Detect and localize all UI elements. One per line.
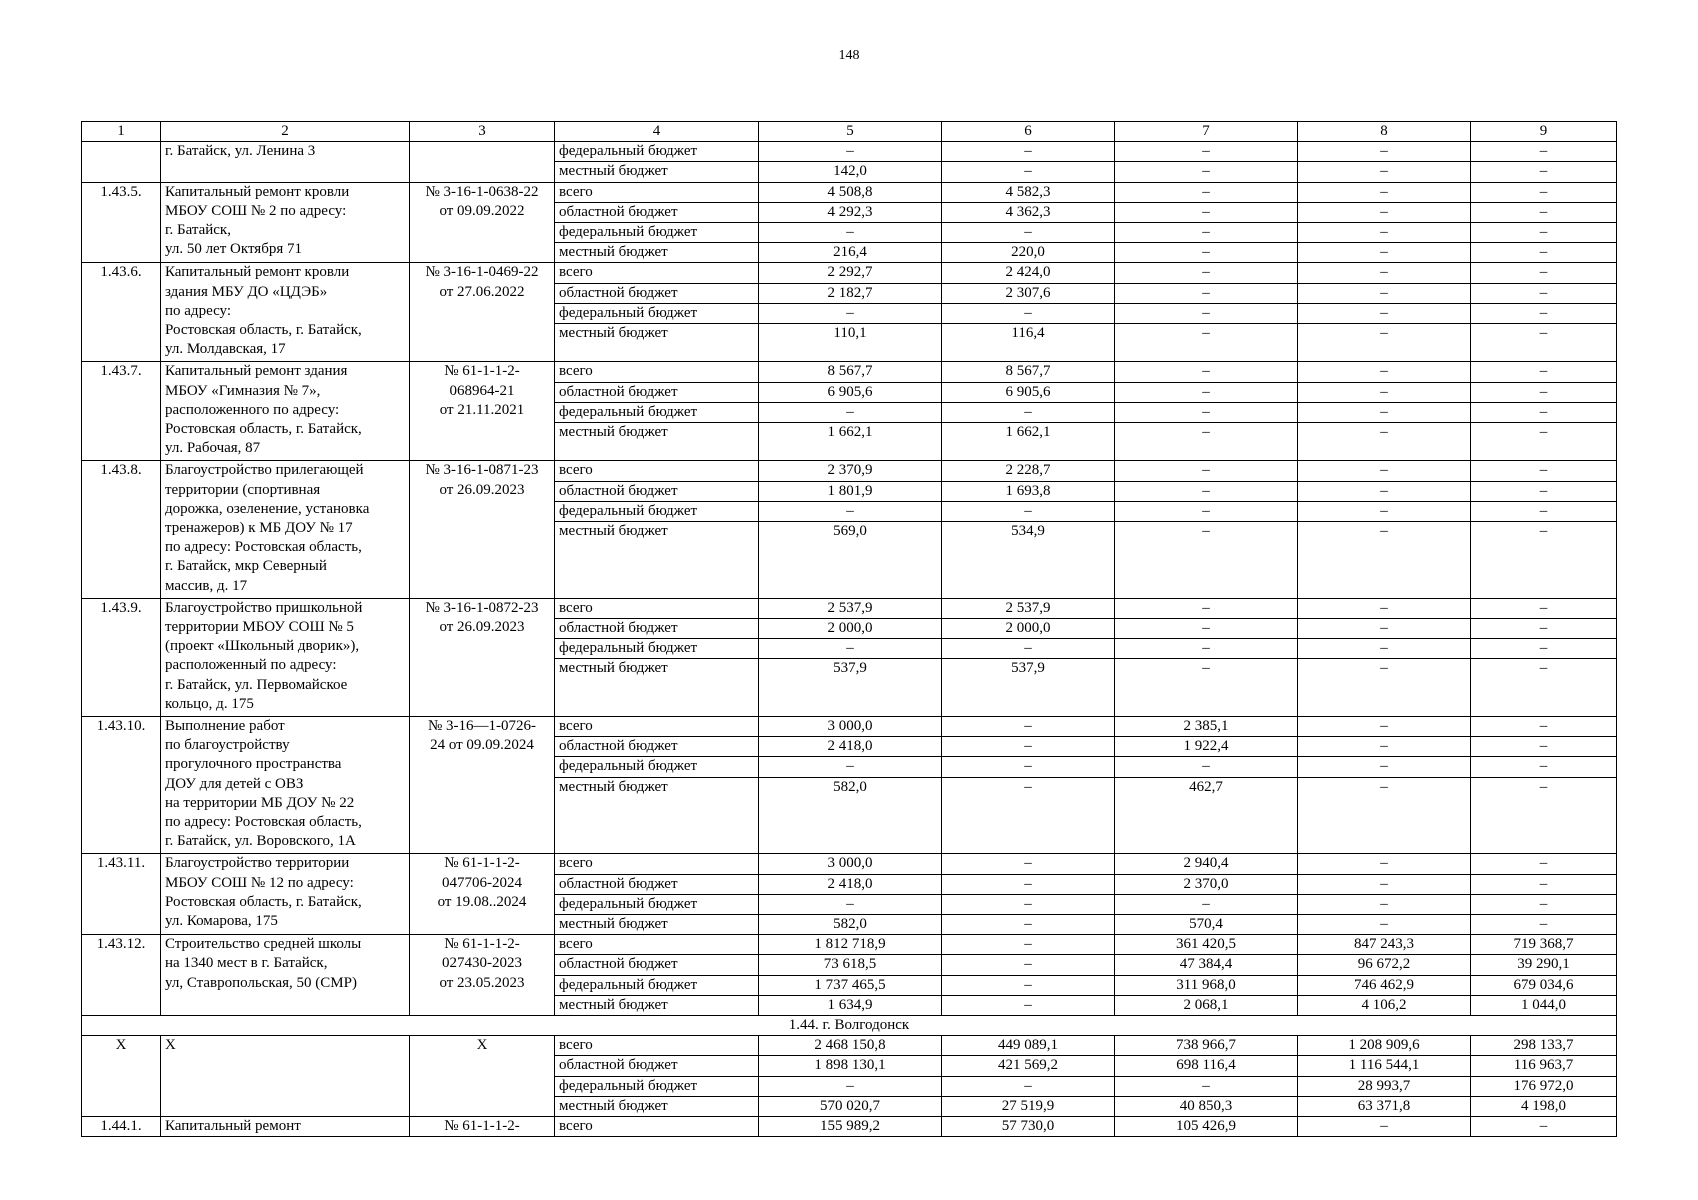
amount-cell: – <box>1471 639 1617 659</box>
budget-source: областной бюджет <box>555 1056 759 1076</box>
amount-cell: – <box>942 757 1115 777</box>
amount-cell: – <box>1298 362 1471 382</box>
amount-cell: – <box>942 223 1115 243</box>
amount-cell: 28 993,7 <box>1298 1076 1471 1096</box>
amount-cell: – <box>1115 324 1298 362</box>
budget-source: областной бюджет <box>555 283 759 303</box>
item-description: Благоустройство прилегающей территории (спортивная дорожка, озеленение, установка тренажеров) к МБ ДОУ № 17 по адресу: Ростовская область, г. Батайск, мкр Северный массив, д. 17 <box>161 461 410 598</box>
amount-cell: 698 116,4 <box>1115 1056 1298 1076</box>
budget-source: федеральный бюджет <box>555 501 759 521</box>
table-row <box>82 598 1617 618</box>
amount-cell: 1 801,9 <box>759 481 942 501</box>
budget-source: областной бюджет <box>555 619 759 639</box>
amount-cell: – <box>1298 423 1471 461</box>
budget-source: всего <box>555 263 759 283</box>
amount-cell: – <box>1471 402 1617 422</box>
amount-cell: – <box>1471 263 1617 283</box>
amount-cell: – <box>1471 894 1617 914</box>
amount-cell: 534,9 <box>942 522 1115 599</box>
amount-cell: – <box>759 1076 942 1096</box>
table-row <box>82 1117 1617 1137</box>
amount-cell: 1 812 718,9 <box>759 935 942 955</box>
amount-cell: – <box>1298 757 1471 777</box>
item-number: 1.43.6. <box>82 263 161 362</box>
section-total-row <box>82 1036 1617 1056</box>
header-cell: 6 <box>942 122 1115 142</box>
budget-source: всего <box>555 598 759 618</box>
amount-cell: 537,9 <box>759 659 942 717</box>
budget-source: всего <box>555 362 759 382</box>
amount-cell: 679 034,6 <box>1471 975 1617 995</box>
amount-cell: – <box>942 975 1115 995</box>
item-description: г. Батайск, ул. Ленина 3 <box>161 142 410 182</box>
amount-cell: – <box>1471 598 1617 618</box>
amount-cell: – <box>1298 894 1471 914</box>
header-cell: 3 <box>410 122 555 142</box>
amount-cell: 570 020,7 <box>759 1096 942 1116</box>
amount-cell: 57 730,0 <box>942 1117 1115 1137</box>
amount-cell: 47 384,4 <box>1115 955 1298 975</box>
amount-cell: 746 462,9 <box>1298 975 1471 995</box>
amount-cell: 537,9 <box>942 659 1115 717</box>
amount-cell: – <box>759 223 942 243</box>
amount-cell: – <box>1298 303 1471 323</box>
amount-cell: 2 292,7 <box>759 263 942 283</box>
amount-cell: 2 940,4 <box>1115 854 1298 874</box>
amount-cell: 4 362,3 <box>942 202 1115 222</box>
header-cell: 1 <box>82 122 161 142</box>
amount-cell: – <box>1471 324 1617 362</box>
amount-cell: 2 000,0 <box>759 619 942 639</box>
amount-cell: – <box>1115 283 1298 303</box>
amount-cell: 2 537,9 <box>942 598 1115 618</box>
amount-cell: – <box>1298 915 1471 935</box>
amount-cell: 582,0 <box>759 777 942 854</box>
amount-cell: – <box>1298 874 1471 894</box>
amount-cell: – <box>1471 874 1617 894</box>
amount-cell: – <box>759 894 942 914</box>
budget-source: местный бюджет <box>555 995 759 1015</box>
budget-source: местный бюджет <box>555 777 759 854</box>
amount-cell: – <box>1115 757 1298 777</box>
amount-cell: 1 662,1 <box>942 423 1115 461</box>
item-description: Капитальный ремонт <box>161 1117 410 1137</box>
amount-cell: – <box>1115 162 1298 182</box>
amount-cell: 4 582,3 <box>942 182 1115 202</box>
budget-source: местный бюджет <box>555 324 759 362</box>
budget-source: областной бюджет <box>555 955 759 975</box>
amount-cell: 4 198,0 <box>1471 1096 1617 1116</box>
budget-source: всего <box>555 717 759 737</box>
amount-cell: – <box>1471 717 1617 737</box>
amount-cell: – <box>1115 303 1298 323</box>
amount-cell: 6 905,6 <box>942 382 1115 402</box>
amount-cell: – <box>1115 639 1298 659</box>
page-number: 148 <box>838 48 860 63</box>
budget-source: областной бюджет <box>555 202 759 222</box>
item-number: 1.43.9. <box>82 598 161 716</box>
amount-cell: – <box>1298 501 1471 521</box>
table-row <box>82 854 1617 874</box>
amount-cell: 1 634,9 <box>759 995 942 1015</box>
amount-cell: – <box>1115 423 1298 461</box>
amount-cell: 3 000,0 <box>759 717 942 737</box>
amount-cell: – <box>1298 854 1471 874</box>
amount-cell: – <box>1298 162 1471 182</box>
amount-cell: – <box>1298 223 1471 243</box>
header-cell: 4 <box>555 122 759 142</box>
budget-source: федеральный бюджет <box>555 757 759 777</box>
amount-cell: 2 182,7 <box>759 283 942 303</box>
amount-cell: – <box>759 757 942 777</box>
amount-cell: – <box>1298 777 1471 854</box>
amount-cell: – <box>1471 283 1617 303</box>
budget-source: областной бюджет <box>555 382 759 402</box>
budget-source: областной бюджет <box>555 874 759 894</box>
amount-cell: – <box>1115 481 1298 501</box>
amount-cell: – <box>942 995 1115 1015</box>
item-number: 1.43.8. <box>82 461 161 598</box>
budget-source: местный бюджет <box>555 1096 759 1116</box>
amount-cell: 216,4 <box>759 243 942 263</box>
item-description: Х <box>161 1036 410 1117</box>
section-row <box>82 1016 1617 1036</box>
amount-cell: 2 000,0 <box>942 619 1115 639</box>
budget-source: всего <box>555 935 759 955</box>
amount-cell: – <box>1115 223 1298 243</box>
table-row <box>82 182 1617 202</box>
document-number: № 61-1-1-2- 027430-2023 от 23.05.2023 <box>410 935 555 1016</box>
budget-source: федеральный бюджет <box>555 223 759 243</box>
amount-cell: – <box>1298 619 1471 639</box>
amount-cell: 4 292,3 <box>759 202 942 222</box>
amount-cell: – <box>1471 777 1617 854</box>
amount-cell: – <box>1298 461 1471 481</box>
amount-cell: 1 737 465,5 <box>759 975 942 995</box>
amount-cell: – <box>1115 402 1298 422</box>
amount-cell: – <box>942 874 1115 894</box>
header-row <box>82 122 1617 142</box>
budget-source: федеральный бюджет <box>555 975 759 995</box>
table-row <box>82 263 1617 283</box>
amount-cell: – <box>1115 243 1298 263</box>
amount-cell: – <box>1298 243 1471 263</box>
budget-source: местный бюджет <box>555 522 759 599</box>
amount-cell: – <box>1115 598 1298 618</box>
amount-cell: 2 370,9 <box>759 461 942 481</box>
section-title: 1.44. г. Волгодонск <box>82 1016 1617 1036</box>
budget-source: областной бюджет <box>555 481 759 501</box>
amount-cell: – <box>942 162 1115 182</box>
amount-cell: – <box>1471 501 1617 521</box>
amount-cell: 8 567,7 <box>942 362 1115 382</box>
budget-source: областной бюджет <box>555 737 759 757</box>
header-cell: 9 <box>1471 122 1617 142</box>
amount-cell: – <box>1115 619 1298 639</box>
amount-cell: – <box>1115 894 1298 914</box>
amount-cell: – <box>1471 461 1617 481</box>
amount-cell: 8 567,7 <box>759 362 942 382</box>
amount-cell: – <box>759 501 942 521</box>
amount-cell: – <box>1298 402 1471 422</box>
amount-cell: – <box>1471 202 1617 222</box>
budget-source: местный бюджет <box>555 423 759 461</box>
amount-cell: 570,4 <box>1115 915 1298 935</box>
amount-cell: – <box>1471 382 1617 402</box>
amount-cell: – <box>1298 202 1471 222</box>
item-number: Х <box>82 1036 161 1117</box>
amount-cell: 116,4 <box>942 324 1115 362</box>
amount-cell: 63 371,8 <box>1298 1096 1471 1116</box>
amount-cell: – <box>1298 598 1471 618</box>
amount-cell: – <box>1298 1117 1471 1137</box>
amount-cell: – <box>1471 915 1617 935</box>
amount-cell: 1 662,1 <box>759 423 942 461</box>
table-row <box>82 362 1617 382</box>
document-number: № 3-16-1-0638-22 от 09.09.2022 <box>410 182 555 263</box>
amount-cell: 1 898 130,1 <box>759 1056 942 1076</box>
amount-cell: – <box>942 402 1115 422</box>
amount-cell: 40 850,3 <box>1115 1096 1298 1116</box>
table-row <box>82 717 1617 737</box>
amount-cell: 155 989,2 <box>759 1117 942 1137</box>
amount-cell: – <box>1471 481 1617 501</box>
item-number: 1.43.11. <box>82 854 161 935</box>
amount-cell: 719 368,7 <box>1471 935 1617 955</box>
document-number: № 3-16-1-0871-23 от 26.09.2023 <box>410 461 555 598</box>
budget-source: федеральный бюджет <box>555 894 759 914</box>
amount-cell: – <box>1115 362 1298 382</box>
document-number: № 61-1-1-2- 068964-21 от 21.11.2021 <box>410 362 555 461</box>
table-row <box>82 142 1617 162</box>
header-cell: 8 <box>1298 122 1471 142</box>
amount-cell: 105 426,9 <box>1115 1117 1298 1137</box>
budget-source: федеральный бюджет <box>555 639 759 659</box>
amount-cell: 220,0 <box>942 243 1115 263</box>
amount-cell: – <box>1115 659 1298 717</box>
document-number: № 61-1-1-2- 047706-2024 от 19.08..2024 <box>410 854 555 935</box>
amount-cell: 2 068,1 <box>1115 995 1298 1015</box>
amount-cell: – <box>1115 182 1298 202</box>
document-number <box>410 142 555 182</box>
document-number: Х <box>410 1036 555 1117</box>
amount-cell: – <box>1471 162 1617 182</box>
amount-cell: – <box>1115 461 1298 481</box>
amount-cell: – <box>1298 283 1471 303</box>
amount-cell: – <box>1471 1117 1617 1137</box>
amount-cell: 4 106,2 <box>1298 995 1471 1015</box>
header-cell: 7 <box>1115 122 1298 142</box>
item-number: 1.43.10. <box>82 717 161 854</box>
amount-cell: – <box>759 303 942 323</box>
budget-source: федеральный бюджет <box>555 142 759 162</box>
budget-source: федеральный бюджет <box>555 303 759 323</box>
table-row <box>82 461 1617 481</box>
amount-cell: – <box>1471 223 1617 243</box>
amount-cell: – <box>1298 382 1471 402</box>
amount-cell: – <box>1298 717 1471 737</box>
item-description: Капитальный ремонт кровли здания МБУ ДО «ЦДЭБ» по адресу: Ростовская область, г. Батайск, ул. Молдавская, 17 <box>161 263 410 362</box>
amount-cell: – <box>759 402 942 422</box>
amount-cell: 569,0 <box>759 522 942 599</box>
amount-cell: – <box>1298 522 1471 599</box>
amount-cell: – <box>1471 423 1617 461</box>
amount-cell: 116 963,7 <box>1471 1056 1617 1076</box>
amount-cell: – <box>942 303 1115 323</box>
amount-cell: 582,0 <box>759 915 942 935</box>
document-number: № 61-1-1-2- <box>410 1117 555 1137</box>
amount-cell: – <box>942 639 1115 659</box>
amount-cell: – <box>1471 659 1617 717</box>
amount-cell: – <box>942 955 1115 975</box>
amount-cell: – <box>1115 263 1298 283</box>
amount-cell: 2 228,7 <box>942 461 1115 481</box>
budget-source: всего <box>555 1117 759 1137</box>
amount-cell: – <box>942 854 1115 874</box>
item-number: 1.43.5. <box>82 182 161 263</box>
amount-cell: – <box>1471 362 1617 382</box>
amount-cell: – <box>942 935 1115 955</box>
item-description: Строительство средней школы на 1340 мест в г. Батайск, ул, Ставропольская, 50 (СМР) <box>161 935 410 1016</box>
budget-source: всего <box>555 461 759 481</box>
amount-cell: 361 420,5 <box>1115 935 1298 955</box>
amount-cell: 1 044,0 <box>1471 995 1617 1015</box>
amount-cell: – <box>759 639 942 659</box>
item-number: 1.44.1. <box>82 1117 161 1137</box>
amount-cell: 3 000,0 <box>759 854 942 874</box>
amount-cell: – <box>1471 522 1617 599</box>
amount-cell: – <box>942 737 1115 757</box>
budget-source: федеральный бюджет <box>555 1076 759 1096</box>
amount-cell: – <box>1298 182 1471 202</box>
budget-source: всего <box>555 182 759 202</box>
amount-cell: 1 693,8 <box>942 481 1115 501</box>
budget-table <box>81 121 1617 1137</box>
document-number: № 3-16-1-0872-23 от 26.09.2023 <box>410 598 555 716</box>
amount-cell: – <box>1298 639 1471 659</box>
item-description: Благоустройство территории МБОУ СОШ № 12 по адресу: Ростовская область, г. Батайск, ул. Комарова, 175 <box>161 854 410 935</box>
amount-cell: – <box>1471 142 1617 162</box>
amount-cell: – <box>1298 481 1471 501</box>
amount-cell: 847 243,3 <box>1298 935 1471 955</box>
budget-source: местный бюджет <box>555 915 759 935</box>
amount-cell: 2 468 150,8 <box>759 1036 942 1056</box>
budget-source: местный бюджет <box>555 162 759 182</box>
amount-cell: 421 569,2 <box>942 1056 1115 1076</box>
amount-cell: 1 208 909,6 <box>1298 1036 1471 1056</box>
budget-source: федеральный бюджет <box>555 402 759 422</box>
amount-cell: – <box>1471 619 1617 639</box>
amount-cell: – <box>942 1076 1115 1096</box>
item-number <box>82 142 161 182</box>
budget-source: всего <box>555 1036 759 1056</box>
amount-cell: – <box>1298 659 1471 717</box>
amount-cell: 2 537,9 <box>759 598 942 618</box>
amount-cell: 298 133,7 <box>1471 1036 1617 1056</box>
amount-cell: 1 922,4 <box>1115 737 1298 757</box>
amount-cell: 110,1 <box>759 324 942 362</box>
amount-cell: 27 519,9 <box>942 1096 1115 1116</box>
item-description: Благоустройство пришкольной территории МБОУ СОШ № 5 (проект «Школьный дворик»), расположенный по адресу: г. Батайск, ул. Первомайское кольцо, д. 175 <box>161 598 410 716</box>
item-description: Капитальный ремонт кровли МБОУ СОШ № 2 по адресу: г. Батайск, ул. 50 лет Октября 71 <box>161 182 410 263</box>
amount-cell: – <box>1115 382 1298 402</box>
amount-cell: 39 290,1 <box>1471 955 1617 975</box>
amount-cell: 2 307,6 <box>942 283 1115 303</box>
table-row <box>82 935 1617 955</box>
header-cell: 5 <box>759 122 942 142</box>
amount-cell: – <box>1471 854 1617 874</box>
amount-cell: – <box>1471 303 1617 323</box>
header-cell: 2 <box>161 122 410 142</box>
amount-cell: 4 508,8 <box>759 182 942 202</box>
amount-cell: 73 618,5 <box>759 955 942 975</box>
amount-cell: 96 672,2 <box>1298 955 1471 975</box>
item-description: Капитальный ремонт здания МБОУ «Гимназия № 7», расположенного по адресу: Ростовская область, г. Батайск, ул. Рабочая, 87 <box>161 362 410 461</box>
amount-cell: – <box>942 777 1115 854</box>
amount-cell: – <box>1298 737 1471 757</box>
amount-cell: 2 418,0 <box>759 874 942 894</box>
table-body <box>82 122 1617 1137</box>
item-number: 1.43.7. <box>82 362 161 461</box>
amount-cell: – <box>942 915 1115 935</box>
item-number: 1.43.12. <box>82 935 161 1016</box>
amount-cell: 6 905,6 <box>759 382 942 402</box>
amount-cell: 449 089,1 <box>942 1036 1115 1056</box>
amount-cell: 2 385,1 <box>1115 717 1298 737</box>
amount-cell: 1 116 544,1 <box>1298 1056 1471 1076</box>
document-number: № 3-16-1-0469-22 от 27.06.2022 <box>410 263 555 362</box>
amount-cell: – <box>1471 182 1617 202</box>
amount-cell: – <box>1115 142 1298 162</box>
amount-cell: – <box>1298 263 1471 283</box>
amount-cell: 311 968,0 <box>1115 975 1298 995</box>
amount-cell: 142,0 <box>759 162 942 182</box>
amount-cell: 176 972,0 <box>1471 1076 1617 1096</box>
amount-cell: 2 424,0 <box>942 263 1115 283</box>
amount-cell: – <box>942 501 1115 521</box>
document-number: № 3-16—1-0726- 24 от 09.09.2024 <box>410 717 555 854</box>
amount-cell: – <box>759 142 942 162</box>
amount-cell: – <box>1298 142 1471 162</box>
amount-cell: – <box>942 142 1115 162</box>
amount-cell: – <box>1115 501 1298 521</box>
amount-cell: – <box>1115 202 1298 222</box>
amount-cell: 2 370,0 <box>1115 874 1298 894</box>
amount-cell: 462,7 <box>1115 777 1298 854</box>
amount-cell: – <box>1471 757 1617 777</box>
amount-cell: 2 418,0 <box>759 737 942 757</box>
budget-source: местный бюджет <box>555 243 759 263</box>
amount-cell: – <box>942 894 1115 914</box>
amount-cell: – <box>1115 522 1298 599</box>
amount-cell: – <box>942 717 1115 737</box>
amount-cell: – <box>1298 324 1471 362</box>
budget-source: всего <box>555 854 759 874</box>
amount-cell: – <box>1115 1076 1298 1096</box>
amount-cell: – <box>1471 243 1617 263</box>
budget-source: местный бюджет <box>555 659 759 717</box>
item-description: Выполнение работ по благоустройству прогулочного пространства ДОУ для детей с ОВЗ на территории МБ ДОУ № 22 по адресу: Ростовская область, г. Батайск, ул. Воровского, 1А <box>161 717 410 854</box>
amount-cell: – <box>1471 737 1617 757</box>
amount-cell: 738 966,7 <box>1115 1036 1298 1056</box>
